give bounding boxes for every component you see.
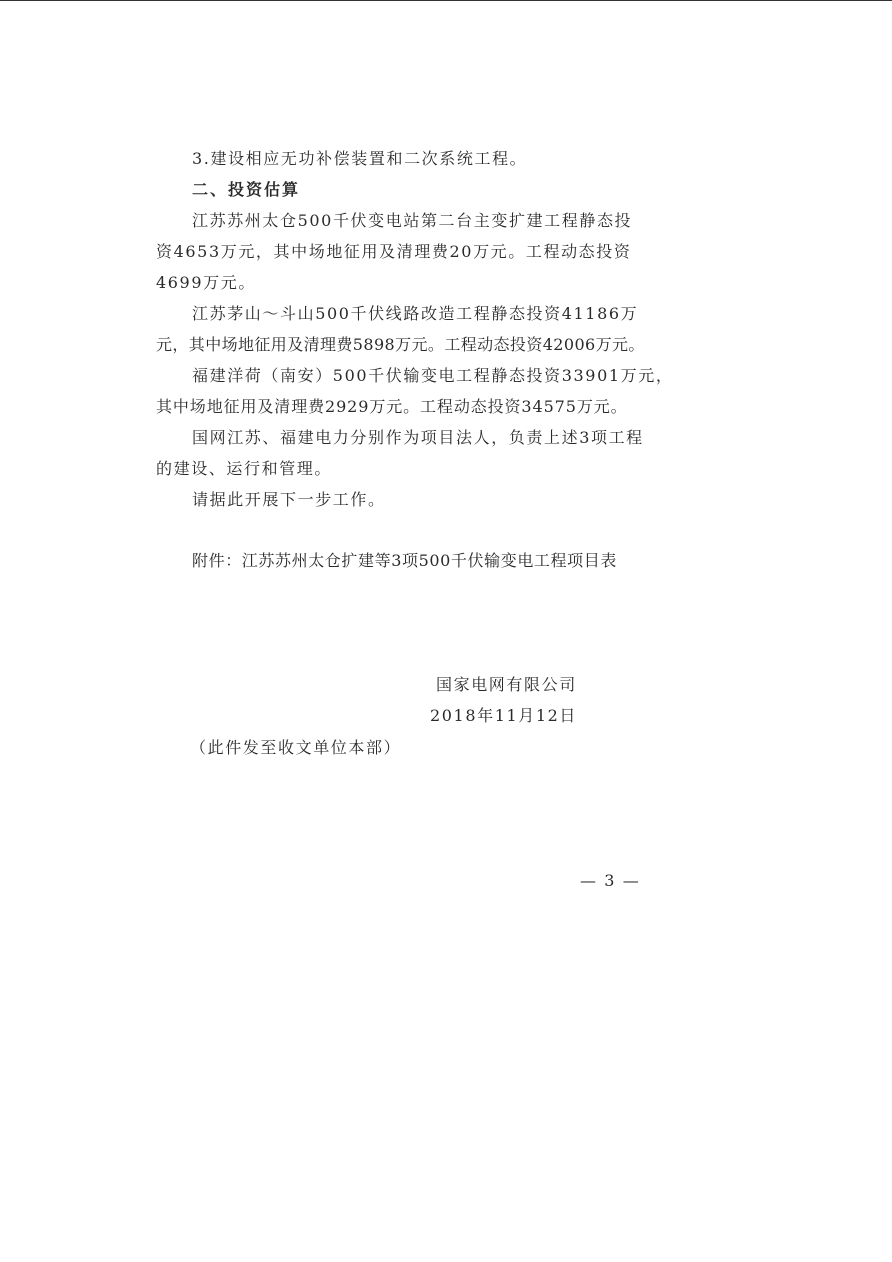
signature-organization: 国家电网有限公司 [436,675,577,694]
attachment-line: 附件：江苏苏州太仓扩建等3项500千伏输变电工程项目表 [192,551,617,570]
body-text-line: 3.建设相应无功补偿装置和二次系统工程。 [192,149,528,168]
body-text-line: 资4653万元，其中场地征用及清理费20万元。工程动态投资 [156,242,632,261]
body-text-line: 国网江苏、福建电力分别作为项目法人，负责上述3项工程 [192,428,644,447]
body-text-line: 其中场地征用及清理费2929万元。工程动态投资34575万元。 [156,397,628,416]
body-text-line: 请据此开展下一步工作。 [192,490,386,509]
body-text-line: 江苏茅山～斗山500千伏线路改造工程静态投资41186万 [192,304,639,323]
signature-date: 2018年11月12日 [430,706,578,725]
page-number: — 3 — [580,871,641,890]
body-text-line: 的建设、运行和管理。 [156,459,333,478]
distribution-note: （此件发至收文单位本部） [190,738,402,757]
section-heading: 二、投资估算 [192,180,301,199]
body-text-line: 福建洋荷（南安）500千伏输变电工程静态投资33901万元， [192,366,674,385]
body-text-line: 江苏苏州太仓500千伏变电站第二台主变扩建工程静态投 [192,211,633,230]
body-text-line: 4699万元。 [156,273,256,292]
body-text-line: 元，其中场地征用及清理费5898万元。工程动态投资42006万元。 [156,335,645,354]
